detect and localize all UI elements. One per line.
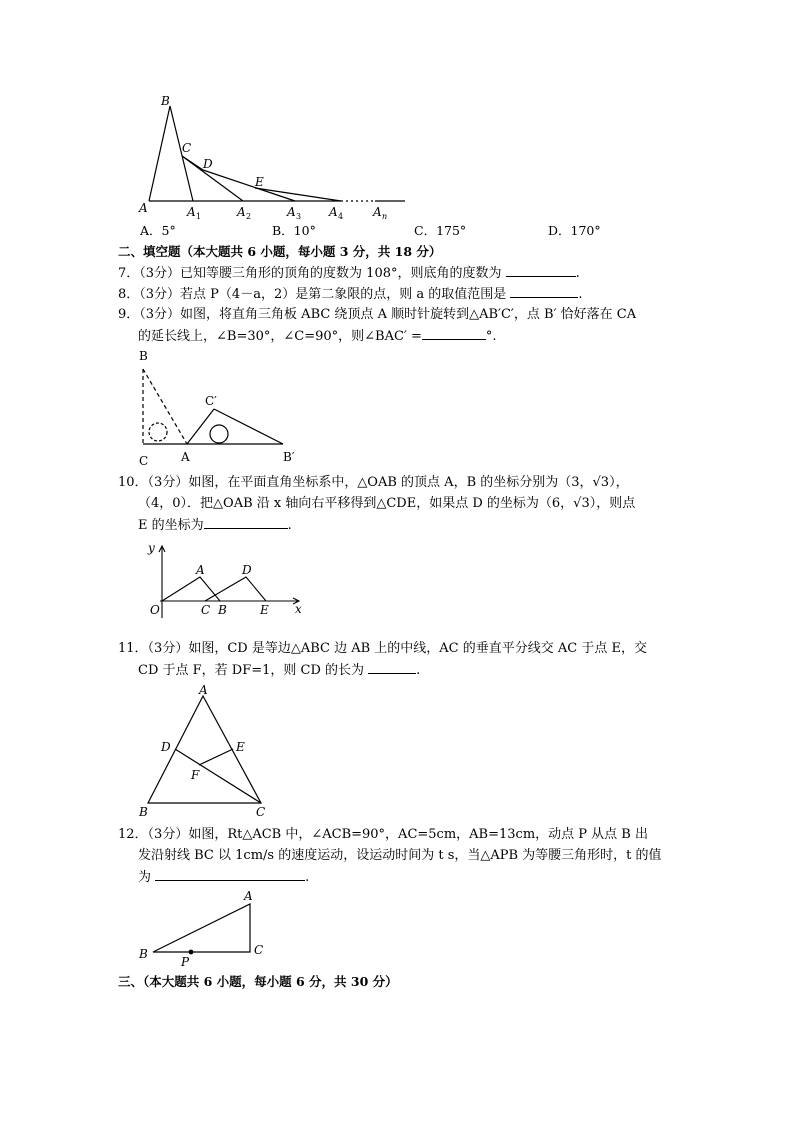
q9-label-Cp: C′ (205, 394, 217, 408)
q6-label-A2: A (237, 205, 246, 219)
q9-line2-text: 的延长线上，∠B=30°，∠C=90°，则∠BAC′ = (138, 329, 422, 344)
q9-label-C: C (139, 454, 149, 468)
q6-label-A1: A (187, 205, 196, 219)
q6-option-a[interactable]: A．5° (140, 223, 176, 238)
q12-end: . (305, 870, 310, 885)
q12-figure (133, 886, 273, 968)
q9-label-B: B (139, 349, 148, 363)
q6-label-A4: A (329, 205, 338, 219)
q10-line3 (138, 516, 292, 535)
q11-label-A: A (199, 683, 208, 697)
q7-text: 7．（3分）已知等腰三角形的顶角的度数为 108°，则底角的度数为 (118, 266, 502, 281)
q12-label-B: B (139, 947, 148, 961)
q10-label-y: y (148, 541, 155, 555)
q12-line3 (138, 868, 309, 887)
q11-label-E: E (236, 740, 245, 754)
q11-label-D: D (161, 740, 171, 754)
q11-label-C: C (256, 805, 266, 819)
q10-label-C: C (201, 603, 211, 617)
q6-label-D: D (203, 157, 213, 171)
q9-line2 (138, 327, 497, 346)
q10-label-B: B (218, 603, 227, 617)
q12-answer-blank[interactable] (155, 868, 305, 881)
q10-line2: （4，0）．把△OAB 沿 x 轴向右平移得到△CDE，如果点 D 的坐标为（6，√3），则点 (138, 496, 636, 511)
q6-label-An: A (373, 205, 382, 219)
q6-option-d[interactable]: D．170° (548, 223, 601, 238)
q10-label-A: A (196, 563, 205, 577)
q6-label-A3-sub: 3 (296, 212, 302, 220)
q10-line1: 10．（3分）如图，在平面直角坐标系中，△OAB 的顶点 A，B 的坐标分别为（3，√3）， (118, 475, 629, 490)
q6-label-C: C (182, 141, 192, 155)
q10-label-x: x (295, 602, 302, 616)
q9-label-Bp: B′ (283, 450, 295, 464)
q12-line2: 发沿射线 BC 以 1cm/s 的速度运动，设运动时间为 t s，当△APB 为等腰三角形时，t 的值 (138, 848, 662, 863)
q10-answer-blank[interactable] (204, 516, 288, 529)
q7 (118, 264, 580, 283)
q11-answer-blank[interactable] (368, 661, 416, 674)
q9-answer-blank[interactable] (422, 327, 486, 340)
q11-line2-text: CD 于点 F，若 DF=1，则 CD 的长为 (138, 663, 365, 678)
q6-option-b[interactable]: B．10° (272, 223, 316, 238)
q12-label-P: P (181, 955, 190, 968)
q9-figure (133, 345, 308, 470)
q10-end: . (287, 518, 292, 533)
q11-label-F: F (191, 768, 200, 782)
q7-answer-blank[interactable] (506, 264, 576, 277)
q11-end: . (416, 663, 421, 678)
q6-label-A2-sub: 2 (246, 212, 252, 220)
q8 (118, 285, 583, 304)
q6-figure (135, 92, 415, 220)
section2-heading: 二、填空题（本大题共 6 小题，每小题 3 分，共 18 分） (118, 244, 442, 259)
q9-label-A: A (181, 450, 190, 464)
q12-label-A: A (244, 889, 253, 903)
q9-end: °. (485, 329, 497, 344)
q10-label-D: D (242, 563, 252, 577)
q6-label-B: B (161, 94, 170, 108)
q10-figure (140, 538, 310, 620)
q11-line1: 11．（3分）如图，CD 是等边△ABC 边 AB 上的中线，AC 的垂直平分线交 AC 于点 E，交 (118, 641, 647, 656)
q12-line1: 12．（3分）如图，Rt△ACB 中，∠ACB=90°，AC=5cm，AB=13cm，动点 P 从点 B 出 (118, 827, 648, 842)
q11-label-B: B (139, 805, 148, 819)
q10-label-O: O (150, 603, 160, 617)
q6-label-A4-sub: 4 (338, 212, 344, 220)
q6-label-E: E (255, 175, 264, 189)
q6-label-A: A (139, 201, 148, 215)
q11-line2 (138, 661, 420, 680)
q12-line3-text: 为 (138, 870, 152, 885)
q6-label-A3: A (287, 205, 296, 219)
q8-answer-blank[interactable] (510, 285, 578, 298)
q7-end: . (575, 266, 580, 281)
q6-label-A1-sub: 1 (196, 212, 202, 220)
q11-figure (133, 683, 283, 821)
q12-label-C: C (254, 943, 264, 957)
q9-line1: 9．（3分）如图，将直角三角板 ABC 绕顶点 A 顺时针旋转到△AB′C′，点 B′ 恰好落在 CA (118, 307, 637, 322)
q6-option-c[interactable]: C．175° (414, 223, 467, 238)
q10-label-E: E (260, 603, 269, 617)
section3-heading: 三、（本大题共 6 小题，每小题 6 分，共 30 分） (118, 974, 398, 989)
q8-end: . (578, 287, 583, 302)
q8-text: 8．（3分）若点 P（4－a，2）是第二象限的点，则 a 的取值范围是 (118, 287, 507, 302)
q10-line3-text: E 的坐标为 (138, 518, 204, 533)
q6-label-An-sub: n (382, 212, 388, 220)
